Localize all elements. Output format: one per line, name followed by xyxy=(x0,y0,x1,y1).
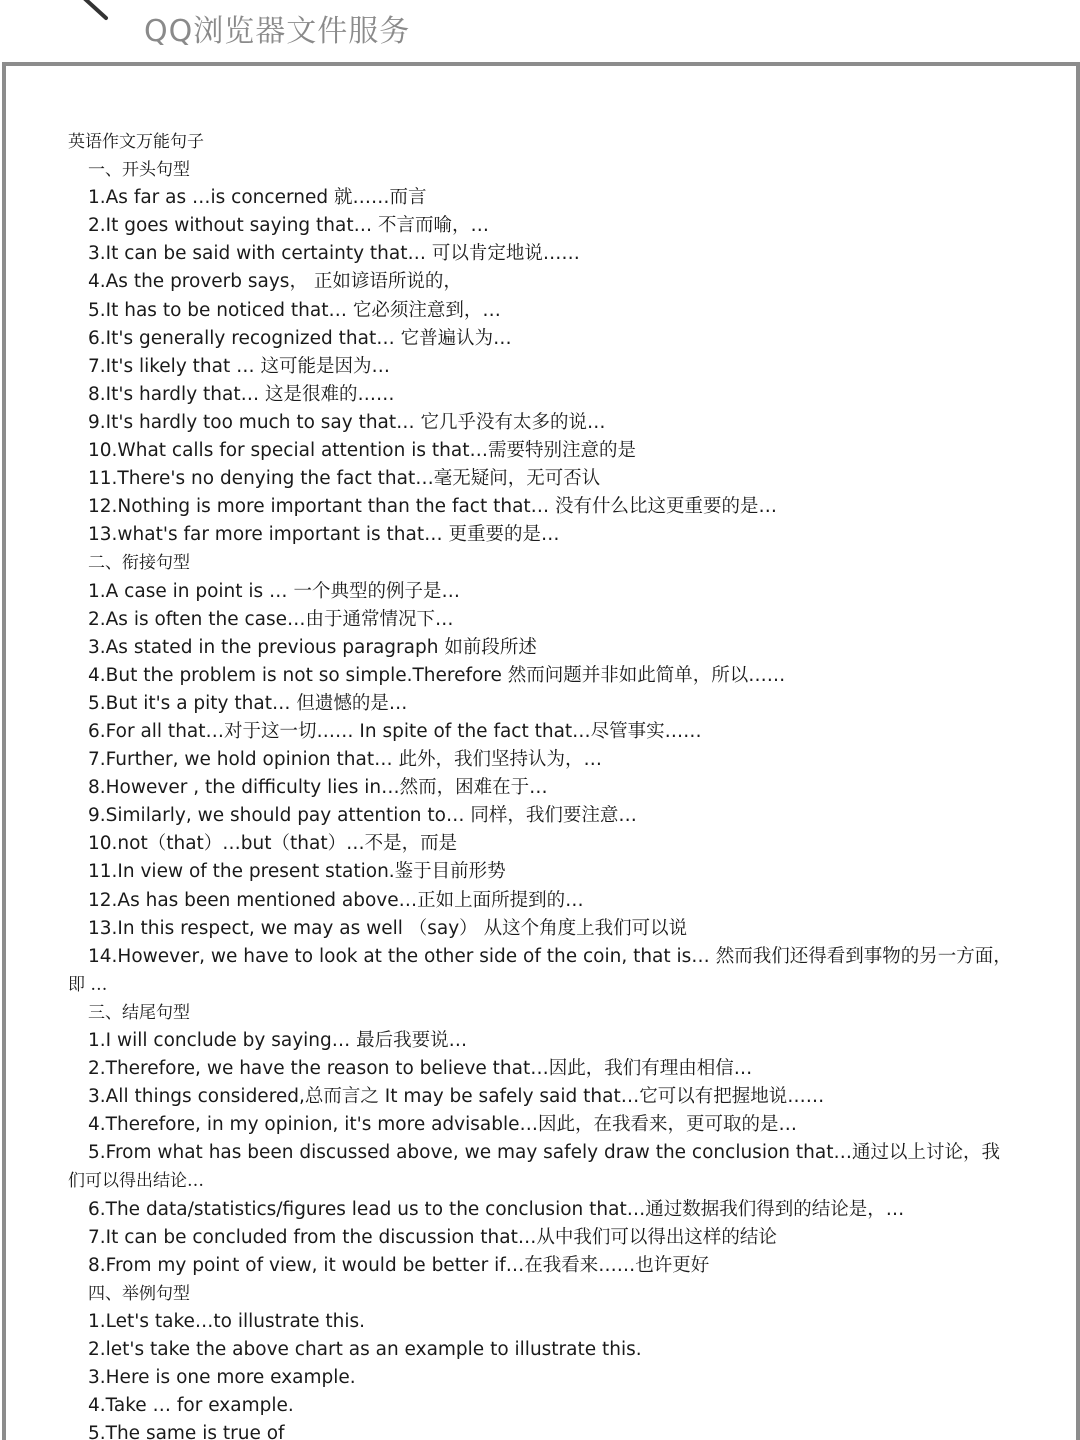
sentence-line: 1.I will conclude by saying… 最后我要说… xyxy=(88,1030,468,1051)
sentence-line: 12.Nothing is more important than the fact that… 没有什么比这更重要的是… xyxy=(88,496,778,518)
sentence-line: 2.Therefore, we have the reason to believe that…因此，我们有理由相信… xyxy=(88,1058,753,1080)
sentence-line: 10.not（that）…but（that）…不是，而是 xyxy=(88,833,458,855)
sentence-line: 2.As is often the case…由于通常情况下… xyxy=(88,608,454,630)
sentence-line: 8.From my point of view, it would be better if…在我看来……也许更好 xyxy=(88,1254,710,1276)
sentence-line: 5.From what has been discussed above, we may safely draw the conclusion that…通过以上讨论，我 xyxy=(88,1142,1000,1164)
sentence-line: 8.It's hardly that… 这是很难的…… xyxy=(88,383,395,405)
sentence-line: 11.There's no denying the fact that…毫无疑问，无可否认 xyxy=(88,468,601,490)
sentence-line: 12.As has been mentioned above…正如上面所提到的… xyxy=(88,889,584,911)
sentence-line: 7.It can be concluded from the discussion that…从中我们可以得出这样的结论 xyxy=(88,1226,777,1248)
sentence-line: 14.However, we have to look at the other side of the coin, that is… 然而我们还得看到事物的另一方面， xyxy=(88,945,1012,967)
sentence-line: 1.A case in point is … 一个典型的例子是… xyxy=(88,580,460,602)
back-arrow-icon[interactable] xyxy=(80,0,116,28)
document-content xyxy=(68,128,1018,1440)
sentence-line: 3.Here is one more example. xyxy=(88,1367,356,1389)
sentence-line: 6.For all that…对于这一切…… In spite of the fact that…尽管事实…… xyxy=(88,720,702,742)
sentence-line: 1.As far as …is concerned 就……而言 xyxy=(88,187,427,209)
sentence-line: 3.It can be said with certainty that… 可以肯定地说…… xyxy=(88,243,580,265)
section-heading: 三、结尾句型 xyxy=(88,1002,190,1023)
continuation-line: 即 … xyxy=(68,974,108,995)
section-heading: 四、举例句型 xyxy=(88,1283,190,1304)
sentence-line: 4.Therefore, in my opinion, it's more advisable…因此，在我看来，更可取的是… xyxy=(88,1114,797,1136)
sentence-line: 10.What calls for special attention is that…需要特别注意的是 xyxy=(88,440,636,462)
sentence-line: 5.The same is true of xyxy=(88,1423,285,1440)
sentence-line: 4.As the proverb says， 正如谚语所说的， xyxy=(88,271,462,293)
document-title: 英语作文万能句子 xyxy=(68,132,204,152)
sentence-line: 1.Let's take…to illustrate this. xyxy=(88,1310,365,1332)
sentence-line: 5.It has to be noticed that… 它必须注意到，… xyxy=(88,299,501,321)
document-lines xyxy=(68,156,1018,1440)
sentence-line: 13.what's far more important is that… 更重要的是… xyxy=(88,524,560,546)
sentence-line: 9.It's hardly too much to say that… 它几乎没有太多的说… xyxy=(88,411,606,433)
sentence-line: 7.Further, we hold opinion that… 此外，我们坚持认为，… xyxy=(88,749,602,771)
sentence-line: 11.In view of the present station.鉴于目前形势 xyxy=(88,861,506,883)
sentence-line: 4.Take … for example. xyxy=(88,1395,294,1417)
section-heading: 二、衔接句型 xyxy=(88,553,190,574)
sentence-line: 6.It's generally recognized that… 它普遍认为… xyxy=(88,327,512,349)
sentence-line: 9.Similarly, we should pay attention to… 同样，我们要注意… xyxy=(88,805,637,827)
sentence-line: 4.But the problem is not so simple.Therefore 然而问题并非如此简单，所以…… xyxy=(88,664,786,686)
sentence-line: 2.It goes without saying that… 不言而喻，… xyxy=(88,215,489,237)
app-title: QQ浏览器文件服务 xyxy=(144,14,411,49)
section-heading: 一、开头句型 xyxy=(88,160,190,181)
sentence-line: 2.let's take the above chart as an example to illustrate this. xyxy=(88,1339,642,1361)
sentence-line: 13.In this respect, we may as well （say） 从这个角度上我们可以说 xyxy=(88,917,688,939)
sentence-line: 5.But it's a pity that… 但遗憾的是… xyxy=(88,692,408,714)
top-bar xyxy=(0,0,1080,62)
sentence-line: 6.The data/statistics/figures lead us to the conclusion that…通过数据我们得到的结论是，… xyxy=(88,1198,905,1220)
sentence-line: 8.However , the difficulty lies in…然而，困难在于… xyxy=(88,777,548,799)
sentence-line: 3.All things considered,总而言之 It may be safely said that…它可以有把握地说…… xyxy=(88,1086,825,1108)
sentence-line: 3.As stated in the previous paragraph 如前段所述 xyxy=(88,636,537,658)
continuation-line: 们可以得出结论… xyxy=(68,1171,204,1192)
sentence-line: 7.It's likely that … 这可能是因为… xyxy=(88,355,390,377)
